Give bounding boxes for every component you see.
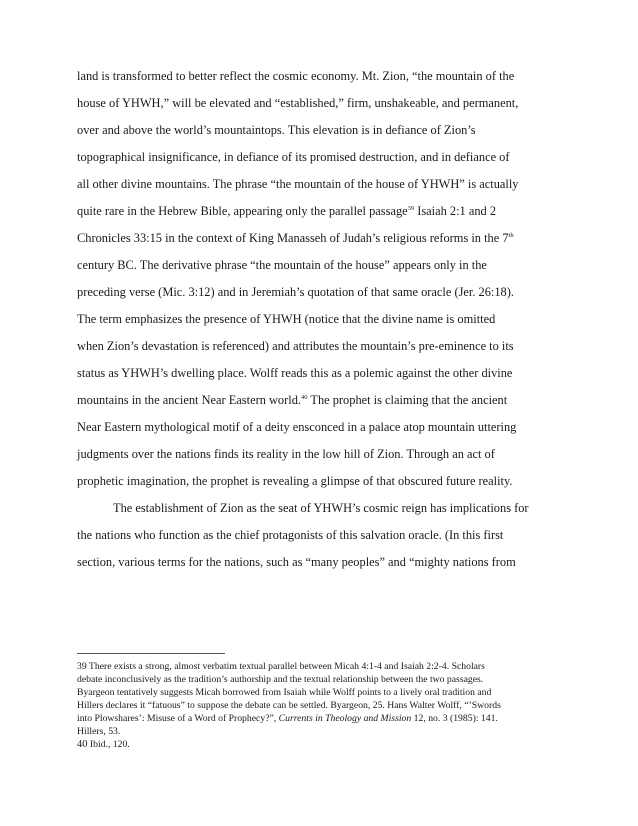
footnote-39 bbox=[77, 660, 557, 673]
text-span: judgments over the nations finds its reality in the low hill of Zion. Through an act of bbox=[77, 447, 495, 461]
footnote-ref-39[interactable]: 39 bbox=[407, 205, 415, 212]
text-line bbox=[77, 468, 577, 495]
paragraph-first-line bbox=[77, 495, 577, 522]
footnote-ref-40[interactable]: 40 bbox=[301, 394, 308, 401]
text-line bbox=[77, 90, 577, 117]
text-line bbox=[77, 522, 577, 549]
text-line bbox=[77, 225, 577, 252]
footnote-text: 12, no. 3 (1985): 141. bbox=[411, 713, 498, 724]
text-span: the nations who function as the chief protagonists of this salvation oracle. (In this first bbox=[77, 528, 504, 542]
text-line bbox=[77, 252, 577, 279]
text-line bbox=[77, 333, 577, 360]
text-span: century BC. The derivative phrase “the mountain of the house” appears only in the bbox=[77, 258, 487, 272]
text-line bbox=[77, 441, 577, 468]
footnote-text: debate inconclusively as the tradition’s authorship and the textual relationship between the two passages. bbox=[77, 674, 484, 685]
footnote-text: There exists a strong, almost verbatim textual parallel between Micah 4:1-4 and Isaiah 2:2-4. Scholars bbox=[86, 661, 485, 672]
footnote-text: Byargeon tentatively suggests Micah borrowed from Isaiah while Wolff points to a lively oral tradition and bbox=[77, 687, 492, 698]
text-span: quite rare in the Hebrew Bible, appearing only the parallel passage bbox=[77, 204, 408, 218]
footnote-line bbox=[77, 712, 557, 725]
text-span: section, various terms for the nations, such as “many peoples” and “mighty nations from bbox=[77, 555, 516, 569]
footnote-line bbox=[77, 686, 557, 699]
text-line bbox=[77, 387, 577, 414]
footnote-text: into Plowshares’: Misuse of a Word of Prophecy?”, bbox=[77, 713, 279, 724]
text-span: status as YHWH’s dwelling place. Wolff reads this as a polemic against the other divine bbox=[77, 366, 513, 380]
text-span: house of YHWH,” will be elevated and “established,” firm, unshakeable, and permanent, bbox=[77, 96, 519, 110]
footnote-40 bbox=[77, 738, 557, 751]
footnote-line bbox=[77, 673, 557, 686]
footnotes bbox=[77, 660, 557, 751]
body-text bbox=[77, 63, 577, 576]
text-span: when Zion’s devastation is referenced) and attributes the mountain’s pre-eminence to its bbox=[77, 339, 514, 353]
text-span: mountains in the ancient Near Eastern world. bbox=[77, 393, 301, 407]
text-line bbox=[77, 171, 577, 198]
text-span: land is transformed to better reflect the cosmic economy. Mt. Zion, “the mountain of the bbox=[77, 69, 515, 83]
superscript-ordinal: th bbox=[508, 232, 514, 239]
text-line bbox=[77, 360, 577, 387]
text-span: topographical insignificance, in defiance of its promised destruction, and in defiance of bbox=[77, 150, 510, 164]
footnote-line bbox=[77, 725, 557, 738]
text-span: all other divine mountains. The phrase “the mountain of the house of YHWH” is actually bbox=[77, 177, 519, 191]
text-span: The prophet is claiming that the ancient bbox=[307, 393, 508, 407]
footnote-text: Hillers, 53. bbox=[77, 726, 121, 737]
text-span: Near Eastern mythological motif of a deity ensconced in a palace atop mountain uttering bbox=[77, 420, 517, 434]
text-span: The term emphasizes the presence of YHWH (notice that the divine name is omitted bbox=[77, 312, 496, 326]
footnote-separator bbox=[77, 653, 225, 654]
footnote-line bbox=[77, 699, 557, 712]
footnote-text: Hillers declares it “fatuous” to suppose the debate can be settled. Byargeon, 25. Hans Walter Wolff, “’Swords bbox=[77, 700, 501, 711]
text-line bbox=[77, 414, 577, 441]
text-line bbox=[77, 306, 577, 333]
text-line bbox=[77, 63, 577, 90]
text-line bbox=[77, 144, 577, 171]
footnote-text: Ibid., 120. bbox=[87, 739, 130, 750]
text-span: preceding verse (Mic. 3:12) and in Jeremiah’s quotation of that same oracle (Jer. 26:18). bbox=[77, 285, 514, 299]
text-line bbox=[77, 549, 577, 576]
text-line bbox=[77, 198, 577, 225]
text-span: Isaiah 2:1 and 2 bbox=[414, 204, 497, 218]
footnote-number: 39 bbox=[77, 661, 87, 672]
footnote-number: 40 bbox=[77, 739, 88, 750]
text-line bbox=[77, 279, 577, 306]
text-line bbox=[77, 117, 577, 144]
text-span: prophetic imagination, the prophet is revealing a glimpse of that obscured future reality. bbox=[77, 474, 513, 488]
journal-title: Currents in Theology and Mission bbox=[278, 713, 412, 724]
text-span: The establishment of Zion as the seat of YHWH’s cosmic reign has implications for bbox=[113, 501, 529, 515]
text-span: Chronicles 33:15 in the context of King Manasseh of Judah’s religious reforms in the 7 bbox=[77, 231, 509, 245]
text-span: over and above the world’s mountaintops. This elevation is in defiance of Zion’s bbox=[77, 123, 476, 137]
